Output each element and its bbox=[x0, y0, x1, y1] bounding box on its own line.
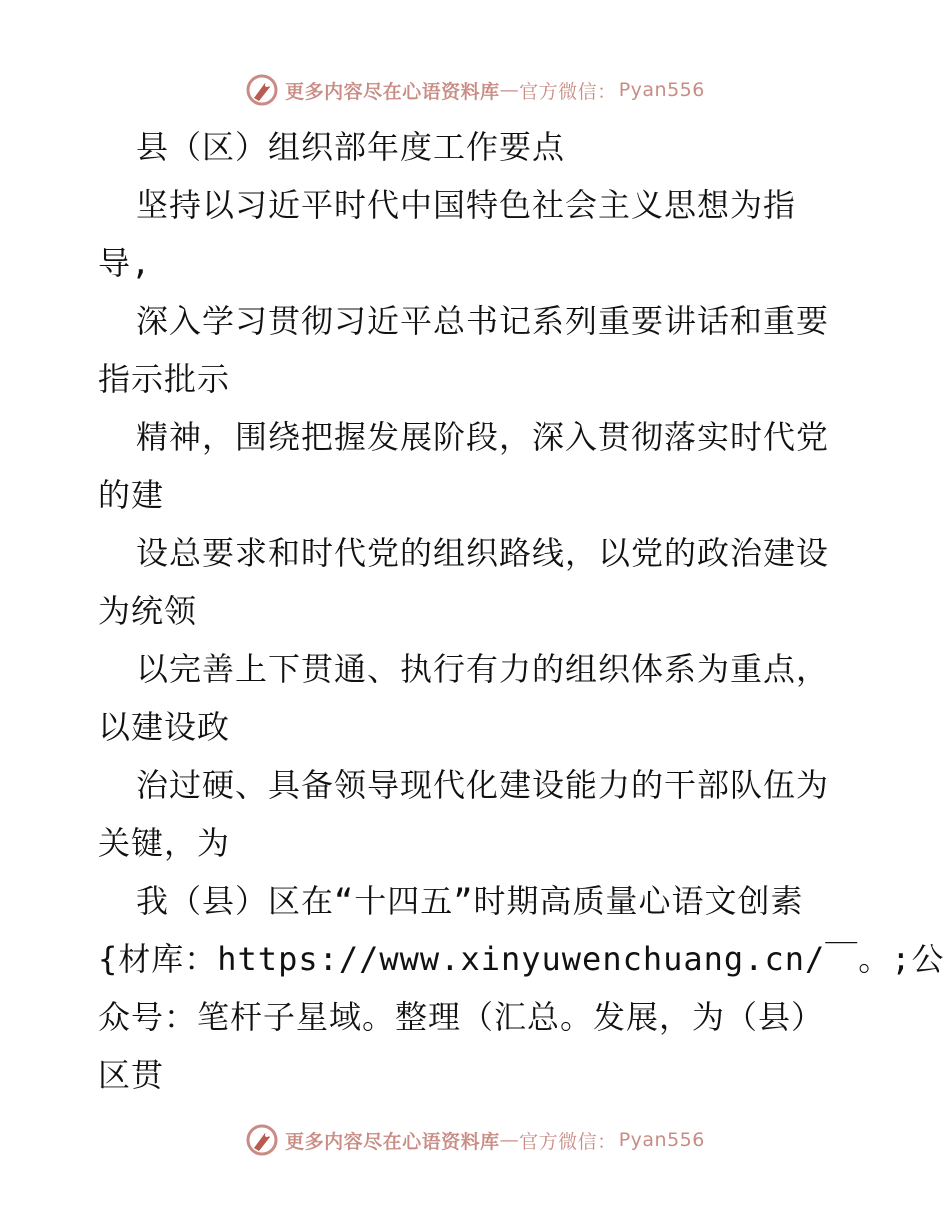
watermark-dash: — bbox=[499, 79, 520, 101]
doc-line: 以完善上下贯通、执行有力的组织体系为重点， bbox=[136, 650, 830, 688]
doc-line: 精神，围绕把握发展阶段，深入贯彻落实时代党 bbox=[136, 418, 830, 456]
watermark-site-text: 更多内容尽在心语资料库 bbox=[285, 1130, 500, 1153]
doc-line: 为统领 bbox=[98, 592, 198, 630]
footer-watermark bbox=[0, 1120, 950, 1160]
pen-nib-logo-icon bbox=[245, 73, 279, 107]
doc-line: 坚持以习近平时代中国特色社会主义思想为指 bbox=[136, 186, 797, 224]
doc-line: 以建设政 bbox=[98, 708, 231, 746]
pen-nib-logo-icon bbox=[245, 1123, 279, 1157]
doc-line: 深入学习贯彻习近平总书记系列重要讲话和重要 bbox=[136, 302, 830, 340]
watermark-wechat-label: 官方微信： bbox=[519, 80, 617, 103]
watermark-dash: — bbox=[499, 1129, 520, 1151]
doc-line: 关键，为 bbox=[98, 824, 231, 862]
doc-line: 治过硬、具备领导现代化建设能力的干部队伍为 bbox=[136, 766, 830, 804]
doc-line: 众号：笔杆子星域。整理（汇总。发展，为（县） bbox=[98, 998, 825, 1036]
watermark-wechat-label: 官方微信： bbox=[519, 1130, 617, 1153]
watermark-wechat-id: Pyan556 bbox=[618, 79, 705, 101]
watermark-wechat-id: Pyan556 bbox=[618, 1129, 705, 1151]
doc-line: 区贯 bbox=[98, 1056, 165, 1094]
header-watermark bbox=[0, 70, 950, 110]
doc-line: 我（县）区在“十四五”时期高质量心语文创素 bbox=[136, 882, 804, 920]
doc-line: 指示批示 bbox=[98, 360, 231, 398]
doc-line: 的建 bbox=[98, 476, 165, 514]
watermark-site-text: 更多内容尽在心语资料库 bbox=[285, 80, 500, 103]
doc-line: {材库：https://www.xinyuwenchuang.cn/￣。;公 bbox=[98, 940, 945, 978]
doc-line: 设总要求和时代党的组织路线，以党的政治建设 bbox=[136, 534, 830, 572]
doc-line: 导, bbox=[98, 244, 152, 282]
doc-title: 县（区）组织部年度工作要点 bbox=[136, 128, 566, 166]
document-body bbox=[98, 118, 945, 1104]
